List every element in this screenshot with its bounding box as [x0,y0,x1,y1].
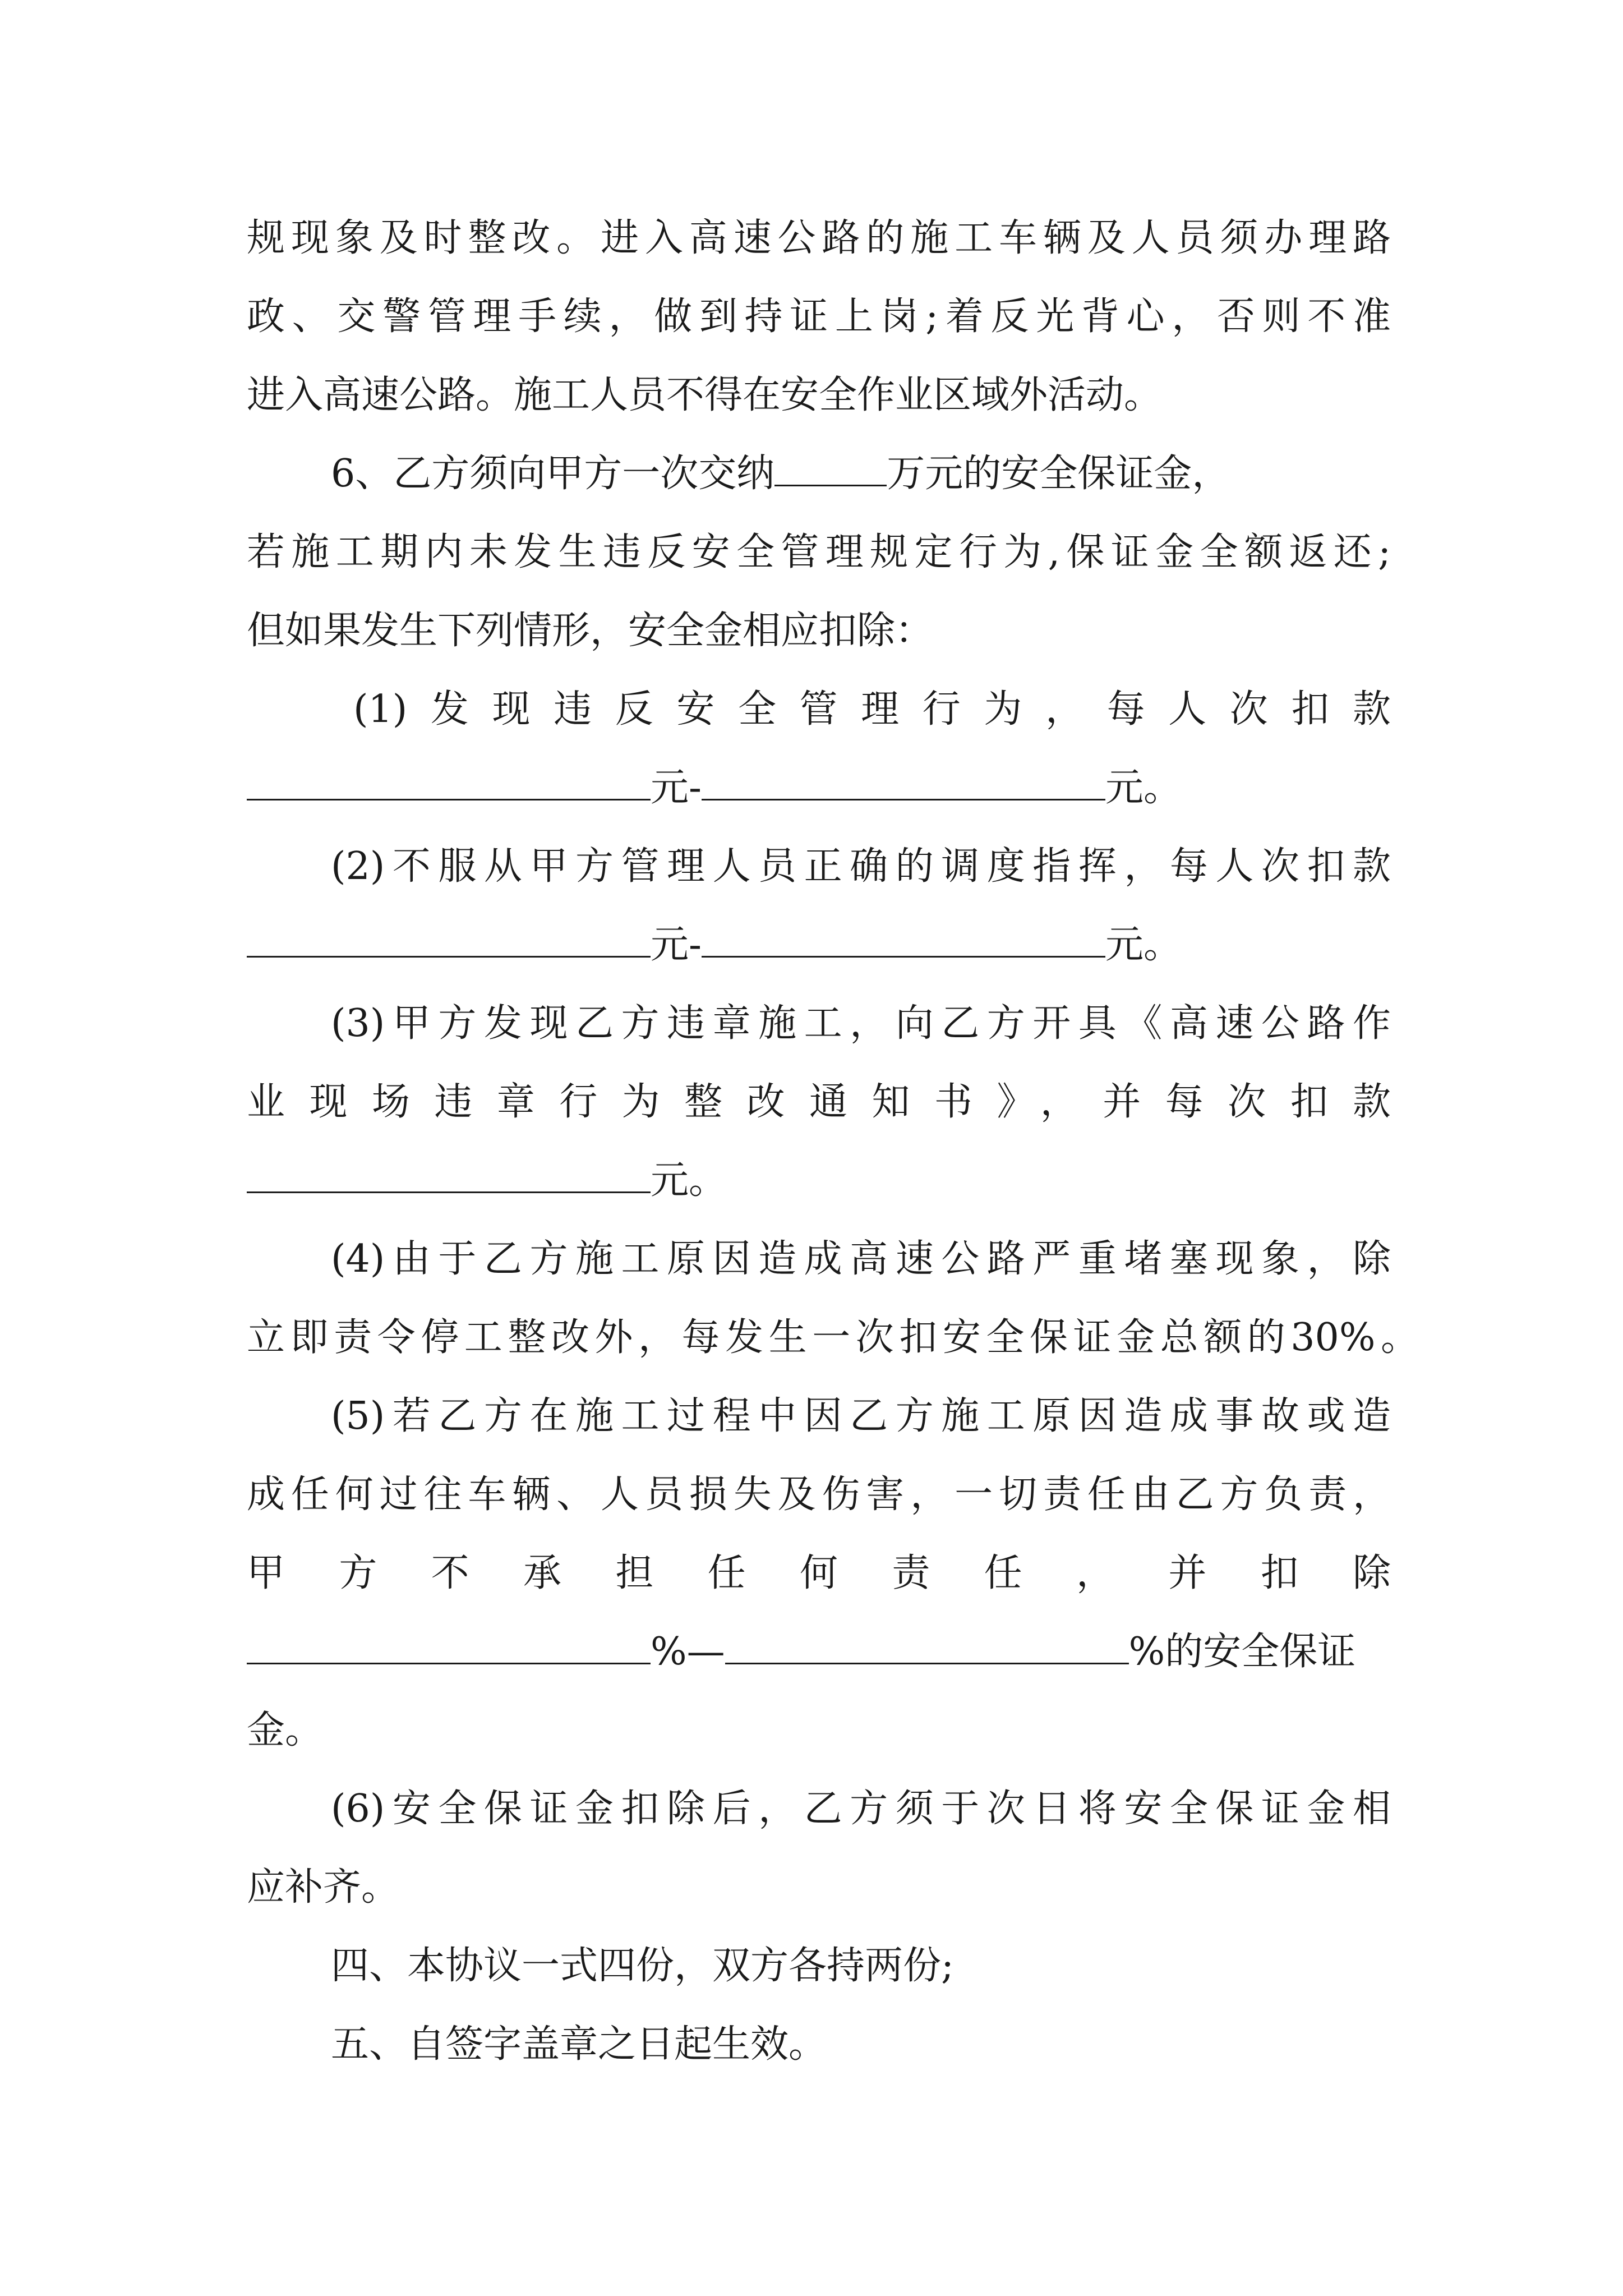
item-1-unit-b: 元。 [1105,766,1182,810]
item-5-sep: %— [651,1630,725,1674]
item-6-line: (6)安全保证金扣除后，乙方须于次日将安全保证金相 [331,1787,1391,1831]
percent-max-blank [725,1629,1129,1664]
percent-min-blank [247,1629,651,1664]
item-3-unit: 元。 [651,1158,727,1203]
item-5-line: 成任何过往车辆、人员损失及伤害，一切责任由乙方负责， [247,1473,1391,1517]
item-1-line: (1)发现违反安全管理行为，每人次扣款 [353,687,1391,731]
item-2-line: (2)不服从甲方管理人员正确的调度指挥，每人次扣款 [331,844,1391,889]
item-1-blanks [247,760,1391,816]
item-5-tail: %的安全保证 [1128,1630,1356,1674]
amount-max-blank [702,922,1105,958]
paragraph-line: 规现象及时整改。进入高速公路的施工车辆及人员须办理路 [247,216,1391,260]
item-2-blanks [247,917,1391,973]
item-6-line: 应补齐。 [247,1865,400,1910]
item-5-line: 甲方不承担任何责任，并扣除 [247,1551,1391,1595]
amount-min-blank [247,922,651,958]
amount-max-blank [702,765,1105,800]
clause-4-line: 四、本协议一式四份，双方各持两份; [331,1944,954,1988]
deposit-amount-blank [774,451,887,486]
clause-6-text-tail: 万元的安全保证金， [887,452,1230,496]
paragraph-line: 政、交警管理手续，做到持证上岗;着反光背心，否则不准 [247,295,1391,339]
clause-6-line [331,446,1391,502]
item-3-line: 业现场违章行为整改通知书》，并每次扣款 [247,1080,1391,1124]
clause-6-text: 6、乙方须向甲方一次交纳 [331,452,775,496]
item-3-line: (3)甲方发现乙方违章施工，向乙方开具《高速公路作 [331,1001,1391,1046]
paragraph-line: 金。 [247,1708,324,1752]
item-4-line: (4)由于乙方施工原因造成高速公路严重堵塞现象，除 [331,1237,1391,1281]
item-3-blanks [247,1153,1391,1209]
item-4-line: 立即责令停工整改外，每发生一次扣安全保证金总额的30%。 [247,1315,1419,1360]
item-2-unit-b: 元。 [1105,923,1182,967]
amount-min-blank [247,765,651,800]
item-2-unit-a: 元- [651,923,702,967]
paragraph-line: 进入高速公路。施工人员不得在安全作业区域外活动。 [247,373,1163,417]
item-5-blanks [247,1624,1391,1680]
paragraph-line: 但如果发生下列情形，安全金相应扣除： [247,609,934,653]
amount-blank [247,1158,651,1193]
paragraph-line: 若施工期内未发生违反安全管理规定行为,保证金全额返还; [247,530,1391,574]
item-5-line: (5)若乙方在施工过程中因乙方施工原因造成事故或造 [331,1394,1391,1438]
clause-5-line: 五、自签字盖章之日起生效。 [331,2022,827,2067]
item-1-unit-a: 元- [651,766,702,810]
